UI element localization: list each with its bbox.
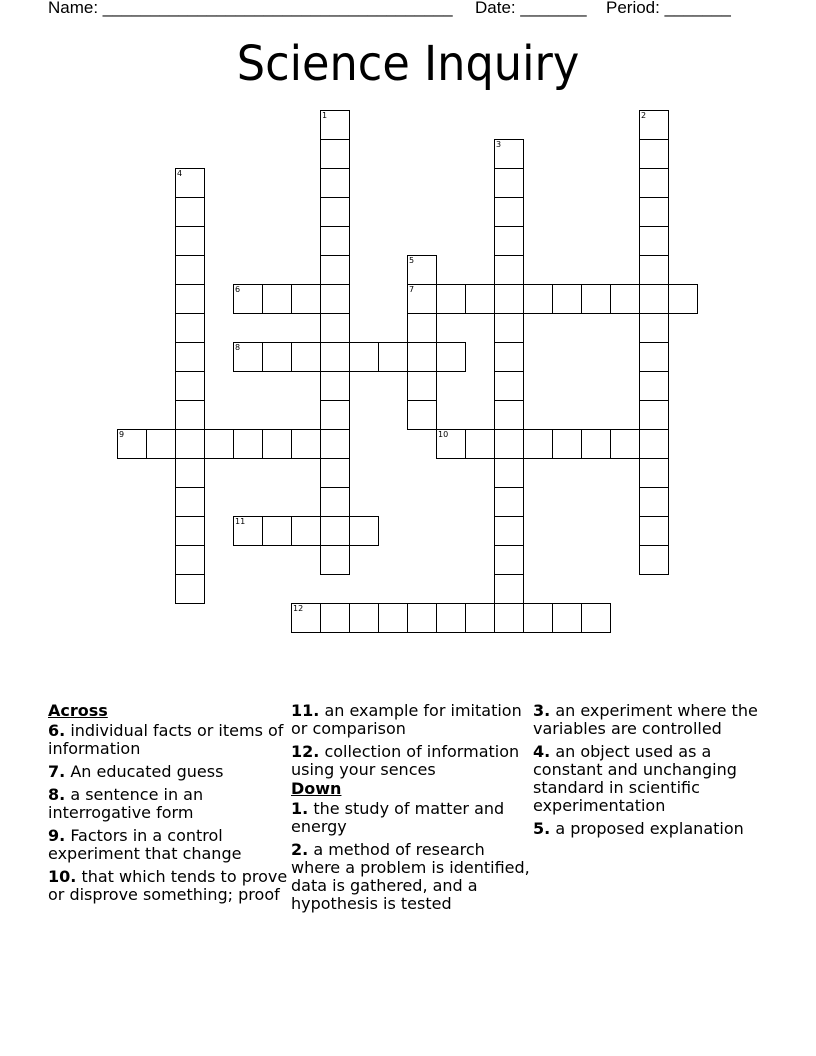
grid-cell[interactable]	[494, 458, 524, 488]
grid-cell[interactable]	[494, 313, 524, 343]
grid-cell[interactable]	[291, 342, 321, 372]
grid-cell[interactable]	[175, 226, 205, 256]
grid-cell[interactable]	[175, 545, 205, 575]
cell-number: 4	[177, 169, 183, 178]
cell-number: 11	[235, 517, 246, 526]
grid-cell[interactable]	[262, 516, 292, 546]
grid-cell[interactable]	[639, 139, 669, 169]
cell-number: 9	[119, 430, 125, 439]
grid-cell[interactable]	[436, 603, 466, 633]
grid-cell[interactable]	[494, 400, 524, 430]
grid-cell[interactable]	[494, 226, 524, 256]
grid-cell[interactable]	[639, 545, 669, 575]
grid-cell[interactable]	[465, 429, 495, 459]
grid-cell[interactable]	[320, 458, 350, 488]
grid-cell[interactable]	[320, 284, 350, 314]
grid-cell[interactable]	[320, 110, 350, 140]
clue-across-12: 12. collection of information using your sences	[291, 742, 520, 779]
clue-down-2: 2. a method of research where a problem is identified, data is gathered, and a hypothesis is tested	[291, 840, 530, 913]
grid-cell[interactable]	[320, 429, 350, 459]
grid-cell[interactable]	[494, 371, 524, 401]
cell-number: 3	[496, 140, 502, 149]
grid-cell[interactable]	[639, 168, 669, 198]
grid-cell[interactable]	[233, 429, 263, 459]
grid-cell[interactable]	[523, 284, 553, 314]
grid-cell[interactable]	[320, 313, 350, 343]
grid-cell[interactable]	[639, 400, 669, 430]
grid-cell[interactable]	[175, 342, 205, 372]
grid-cell[interactable]	[639, 110, 669, 140]
clue-across-7: 7. An educated guess	[48, 762, 224, 781]
grid-cell[interactable]	[175, 574, 205, 604]
clue-across-8: 8. a sentence in an interrogative form	[48, 785, 204, 822]
across-heading: Across	[48, 701, 108, 720]
grid-cell[interactable]	[581, 284, 611, 314]
grid-cell[interactable]	[262, 342, 292, 372]
grid-cell[interactable]	[291, 284, 321, 314]
cell-number: 2	[641, 111, 647, 120]
cell-number: 6	[235, 285, 241, 294]
grid-cell[interactable]	[291, 429, 321, 459]
grid-cell[interactable]	[175, 516, 205, 546]
grid-cell[interactable]	[610, 429, 640, 459]
grid-cell[interactable]	[494, 284, 524, 314]
grid-cell[interactable]	[552, 429, 582, 459]
grid-cell[interactable]	[175, 400, 205, 430]
clues-column-2	[291, 702, 531, 918]
clue-down-3: 3. an experiment where the variables are controlled	[533, 701, 758, 738]
name-field[interactable]: Name: _____________________________________	[48, 0, 453, 17]
grid-cell[interactable]	[233, 342, 263, 372]
cell-number: 1	[322, 111, 328, 120]
grid-cell[interactable]	[204, 429, 234, 459]
grid-cell[interactable]	[639, 487, 669, 517]
grid-cell[interactable]	[407, 400, 437, 430]
grid-cell[interactable]	[552, 284, 582, 314]
period-field[interactable]: Period: _______	[606, 0, 731, 17]
grid-cell[interactable]	[494, 168, 524, 198]
grid-cell[interactable]	[639, 197, 669, 227]
grid-cell[interactable]	[436, 429, 466, 459]
grid-cell[interactable]	[320, 487, 350, 517]
grid-cell[interactable]	[494, 197, 524, 227]
clues-column-3	[533, 702, 773, 843]
grid-cell[interactable]	[668, 284, 698, 314]
grid-cell[interactable]	[407, 342, 437, 372]
grid-cell[interactable]	[639, 371, 669, 401]
grid-cell[interactable]	[175, 255, 205, 285]
grid-cell[interactable]	[639, 226, 669, 256]
grid-cell[interactable]	[378, 342, 408, 372]
grid-cell[interactable]	[349, 516, 379, 546]
grid-cell[interactable]	[349, 342, 379, 372]
grid-cell[interactable]	[320, 139, 350, 169]
grid-cell[interactable]	[175, 284, 205, 314]
grid-cell[interactable]	[494, 487, 524, 517]
cell-number: 10	[438, 430, 449, 439]
clue-across-10: 10. that which tends to prove or disprove something; proof	[48, 867, 288, 904]
grid-cell[interactable]	[436, 342, 466, 372]
grid-cell[interactable]	[494, 342, 524, 372]
grid-cell[interactable]	[320, 342, 350, 372]
clue-down-5: 5. a proposed explanation	[533, 819, 744, 838]
grid-cell[interactable]	[291, 516, 321, 546]
grid-cell[interactable]	[320, 400, 350, 430]
grid-cell[interactable]	[175, 313, 205, 343]
clue-down-1: 1. the study of matter and energy	[291, 799, 505, 836]
clue-across-6: 6. individual facts or items of information	[48, 721, 284, 758]
clue-down-4: 4. an object used as a constant and unchanging standard in scientific experimentation	[533, 742, 737, 815]
clue-across-9: 9. Factors in a control experiment that change	[48, 826, 242, 863]
grid-cell[interactable]	[639, 342, 669, 372]
grid-cell[interactable]	[175, 429, 205, 459]
cell-number: 5	[409, 256, 415, 265]
grid-cell[interactable]	[175, 371, 205, 401]
clues-column-1	[48, 702, 288, 909]
grid-cell[interactable]	[639, 429, 669, 459]
grid-cell[interactable]	[320, 516, 350, 546]
grid-cell[interactable]	[320, 545, 350, 575]
grid-cell[interactable]	[581, 603, 611, 633]
cell-number: 7	[409, 285, 415, 294]
page-title: Science Inquiry	[236, 36, 580, 92]
grid-cell[interactable]	[639, 516, 669, 546]
grid-cell[interactable]	[523, 429, 553, 459]
date-field[interactable]: Date: _______	[475, 0, 587, 17]
grid-cell[interactable]	[320, 371, 350, 401]
grid-cell[interactable]	[639, 313, 669, 343]
grid-cell[interactable]	[436, 284, 466, 314]
clue-across-11: 11. an example for imitation or comparison	[291, 701, 522, 738]
grid-cell[interactable]	[552, 603, 582, 633]
grid-cell[interactable]	[407, 371, 437, 401]
grid-cell[interactable]	[320, 603, 350, 633]
grid-cell[interactable]	[233, 516, 263, 546]
grid-cell[interactable]	[175, 487, 205, 517]
down-heading: Down	[291, 779, 342, 798]
grid-cell[interactable]	[146, 429, 176, 459]
grid-cell[interactable]	[175, 458, 205, 488]
grid-cell[interactable]	[494, 429, 524, 459]
grid-cell[interactable]	[407, 255, 437, 285]
grid-cell[interactable]	[320, 197, 350, 227]
grid-cell[interactable]	[378, 603, 408, 633]
cell-number: 12	[293, 604, 304, 613]
grid-cell[interactable]	[465, 603, 495, 633]
grid-cell[interactable]	[494, 574, 524, 604]
grid-cell[interactable]	[523, 603, 553, 633]
grid-cell[interactable]	[494, 516, 524, 546]
grid-cell[interactable]	[465, 284, 495, 314]
grid-cell[interactable]	[291, 603, 321, 633]
grid-cell[interactable]	[494, 603, 524, 633]
grid-cell[interactable]	[320, 255, 350, 285]
grid-cell[interactable]	[581, 429, 611, 459]
grid-cell[interactable]	[262, 284, 292, 314]
grid-cell[interactable]	[494, 545, 524, 575]
grid-cell[interactable]	[494, 139, 524, 169]
grid-cell[interactable]	[320, 226, 350, 256]
grid-cell[interactable]	[639, 284, 669, 314]
cell-number: 8	[235, 343, 241, 352]
grid-cell[interactable]	[494, 255, 524, 285]
grid-cell[interactable]	[407, 313, 437, 343]
grid-cell[interactable]	[407, 284, 437, 314]
grid-cell[interactable]	[175, 168, 205, 198]
grid-cell[interactable]	[610, 284, 640, 314]
grid-cell[interactable]	[117, 429, 147, 459]
grid-cell[interactable]	[320, 168, 350, 198]
grid-cell[interactable]	[639, 458, 669, 488]
grid-cell[interactable]	[233, 284, 263, 314]
grid-cell[interactable]	[407, 603, 437, 633]
grid-cell[interactable]	[175, 197, 205, 227]
grid-cell[interactable]	[262, 429, 292, 459]
grid-cell[interactable]	[349, 603, 379, 633]
grid-cell[interactable]	[639, 255, 669, 285]
